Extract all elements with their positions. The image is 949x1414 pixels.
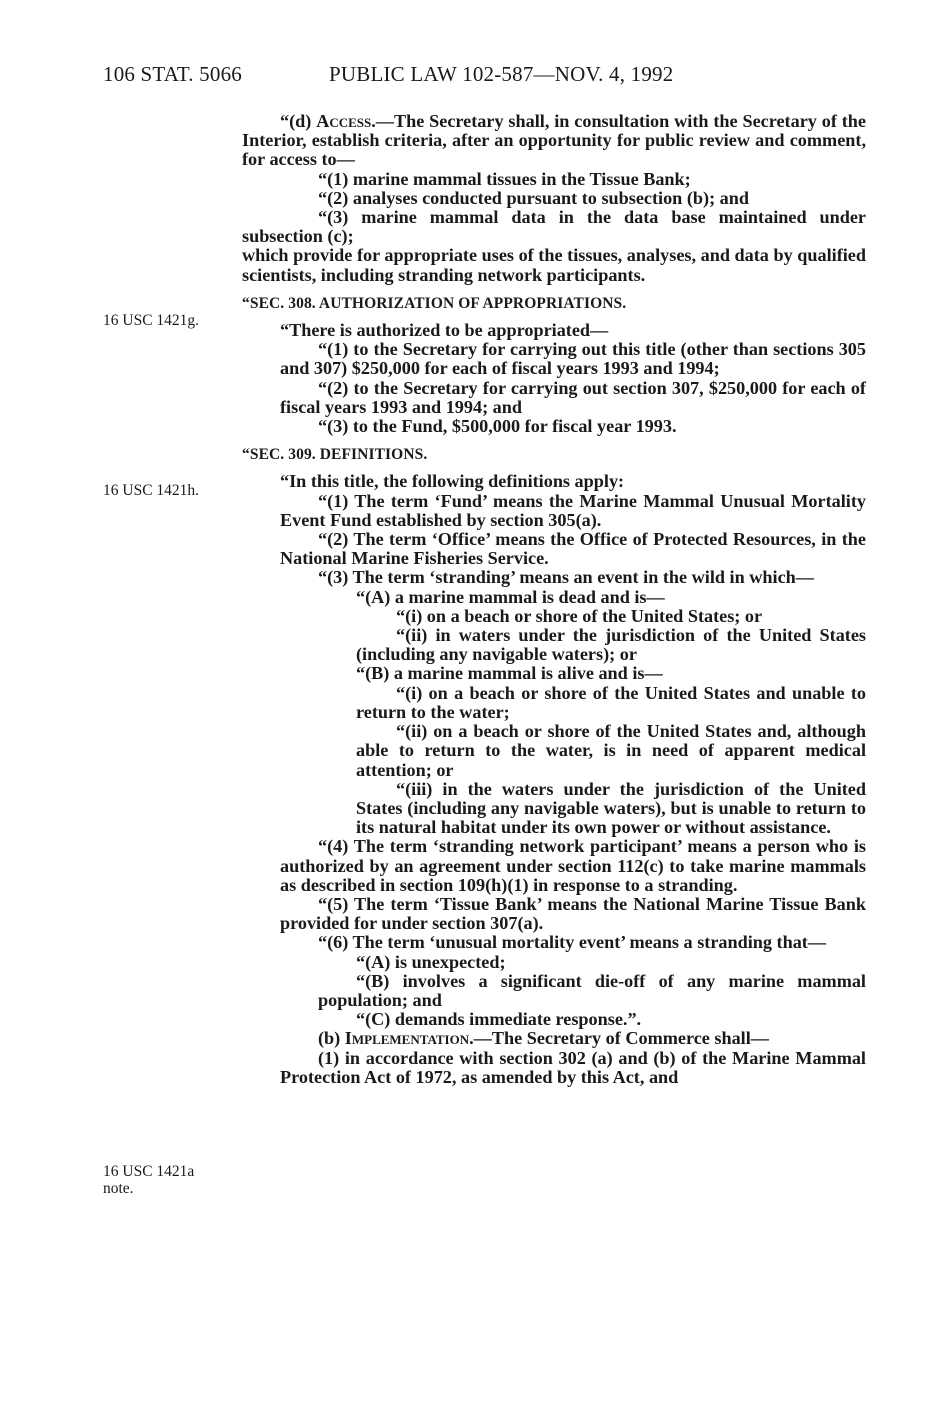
sec309-def-3Ai: “(i) on a beach or shore of the United States; or (396, 605, 763, 626)
sec309-def-4: “(4) The term ‘stranding network participant’ means a person who is authorized by an agreement under section 112(c) to take marine mammals as described in section 109(h)(1) in response to a stranding. (280, 836, 866, 895)
sec309-def-3: “(3) The term ‘stranding’ means an event in the wild in which— (318, 567, 814, 588)
margin-note-implementation (103, 1163, 223, 1197)
margin-note-sec309: 16 USC 1421h. (103, 482, 200, 499)
access-text: .—The Secretary shall, in consultation with the Secretary of the Interior, establish criteria, after an opportunity for public review and comment, for access to— (242, 111, 866, 170)
sec309-intro: “In this title, the following definitions apply: (280, 471, 625, 492)
sec309-def-3A: “(A) a marine mammal is dead and is— (356, 586, 665, 607)
implementation-text: .—The Secretary of Commerce shall— (469, 1028, 769, 1049)
sec309-title: “SEC. 309. DEFINITIONS. (242, 446, 428, 464)
access-heading: Access (316, 111, 372, 131)
sec309-def-2: “(2) The term ‘Office’ means the Office of Protected Resources, in the National Marine Fisheries Service. (280, 529, 866, 569)
margin-note-implementation-line1: 16 USC 1421a (103, 1163, 195, 1180)
statute-body (242, 112, 866, 1087)
access-item-3-text: “(3) marine mammal data in the data base maintained under subsection (c); (242, 207, 866, 247)
implementation-heading: Implementation (344, 1028, 470, 1049)
implementation-paragraph (242, 1029, 866, 1048)
access-closing: which provide for appropriate uses of the tissues, analyses, and data by qualified scientists, including stranding network participants. (242, 245, 866, 285)
access-item-3 (242, 208, 866, 246)
sec308-title: “SEC. 308. AUTHORIZATION OF APPROPRIATIONS. (242, 294, 627, 312)
sec309-def-6: “(6) The term ‘unusual mortality event’ means a stranding that— (318, 932, 827, 953)
sec309-def-6C: “(C) demands immediate response.”. (356, 1009, 642, 1030)
sec309-def-3Biii: “(iii) in the waters under the jurisdiction of the United States (including any navigable waters), but is unable to return to its natural habitat under its own power or without assistance. (356, 778, 866, 838)
sec309-def-6A: “(A) is unexpected; (356, 951, 506, 972)
sec308-item-1: “(1) to the Secretary for carrying out this title (other than sections 305 and 307) $250,000 for each of fiscal years 1993 and 1994; (280, 339, 866, 379)
sec309-def-3Aii: “(ii) in waters under the jurisdiction of the United States (including any navigable waters); or (356, 625, 866, 665)
access-item-1: “(1) marine mammal tissues in the Tissue Bank; (318, 168, 691, 189)
stat-page-number: 106 STAT. 5066 (103, 62, 242, 86)
sec309-def-3B: “(B) a marine mammal is alive and is— (356, 663, 663, 684)
sec309-def-1: “(1) The term ‘Fund’ means the Marine Mammal Unusual Mortality Event Fund established by section 305(a). (280, 490, 866, 530)
sec308-item-3: “(3) to the Fund, $500,000 for fiscal year 1993. (318, 416, 677, 437)
sec308-intro: “There is authorized to be appropriated— (280, 320, 609, 341)
sec309-def-3Bii: “(ii) on a beach or shore of the United States and, although able to return to the water, is in need of apparent medical attention; or (356, 721, 866, 780)
sec308-item-2: “(2) to the Secretary for carrying out section 307, $250,000 for each of fiscal years 1993 and 1994; and (280, 377, 866, 417)
public-law-citation: PUBLIC LAW 102-587—NOV. 4, 1992 (329, 62, 674, 86)
margin-note-sec308: 16 USC 1421g. (103, 312, 200, 329)
access-lead: “(d) (280, 111, 317, 131)
margin-note-implementation-line2: note. (103, 1180, 134, 1197)
sec309-def-5: “(5) The term ‘Tissue Bank’ means the National Marine Tissue Bank provided for under section 307(a). (280, 893, 866, 934)
sec309-def-3Bi: “(i) on a beach or shore of the United States and unable to return to the water; (356, 682, 866, 722)
sec309-def-6B: “(B) involves a significant die-off of any marine mammal population; and (318, 970, 866, 1010)
implementation-item-1: (1) in accordance with section 302 (a) and (b) of the Marine Mammal Protection Act of 1972, as amended by this Act, and (280, 1047, 866, 1087)
access-item-2: “(2) analyses conducted pursuant to subsection (b); and (318, 187, 750, 208)
implementation-lead: (b) (318, 1028, 345, 1049)
access-paragraph (242, 112, 866, 170)
